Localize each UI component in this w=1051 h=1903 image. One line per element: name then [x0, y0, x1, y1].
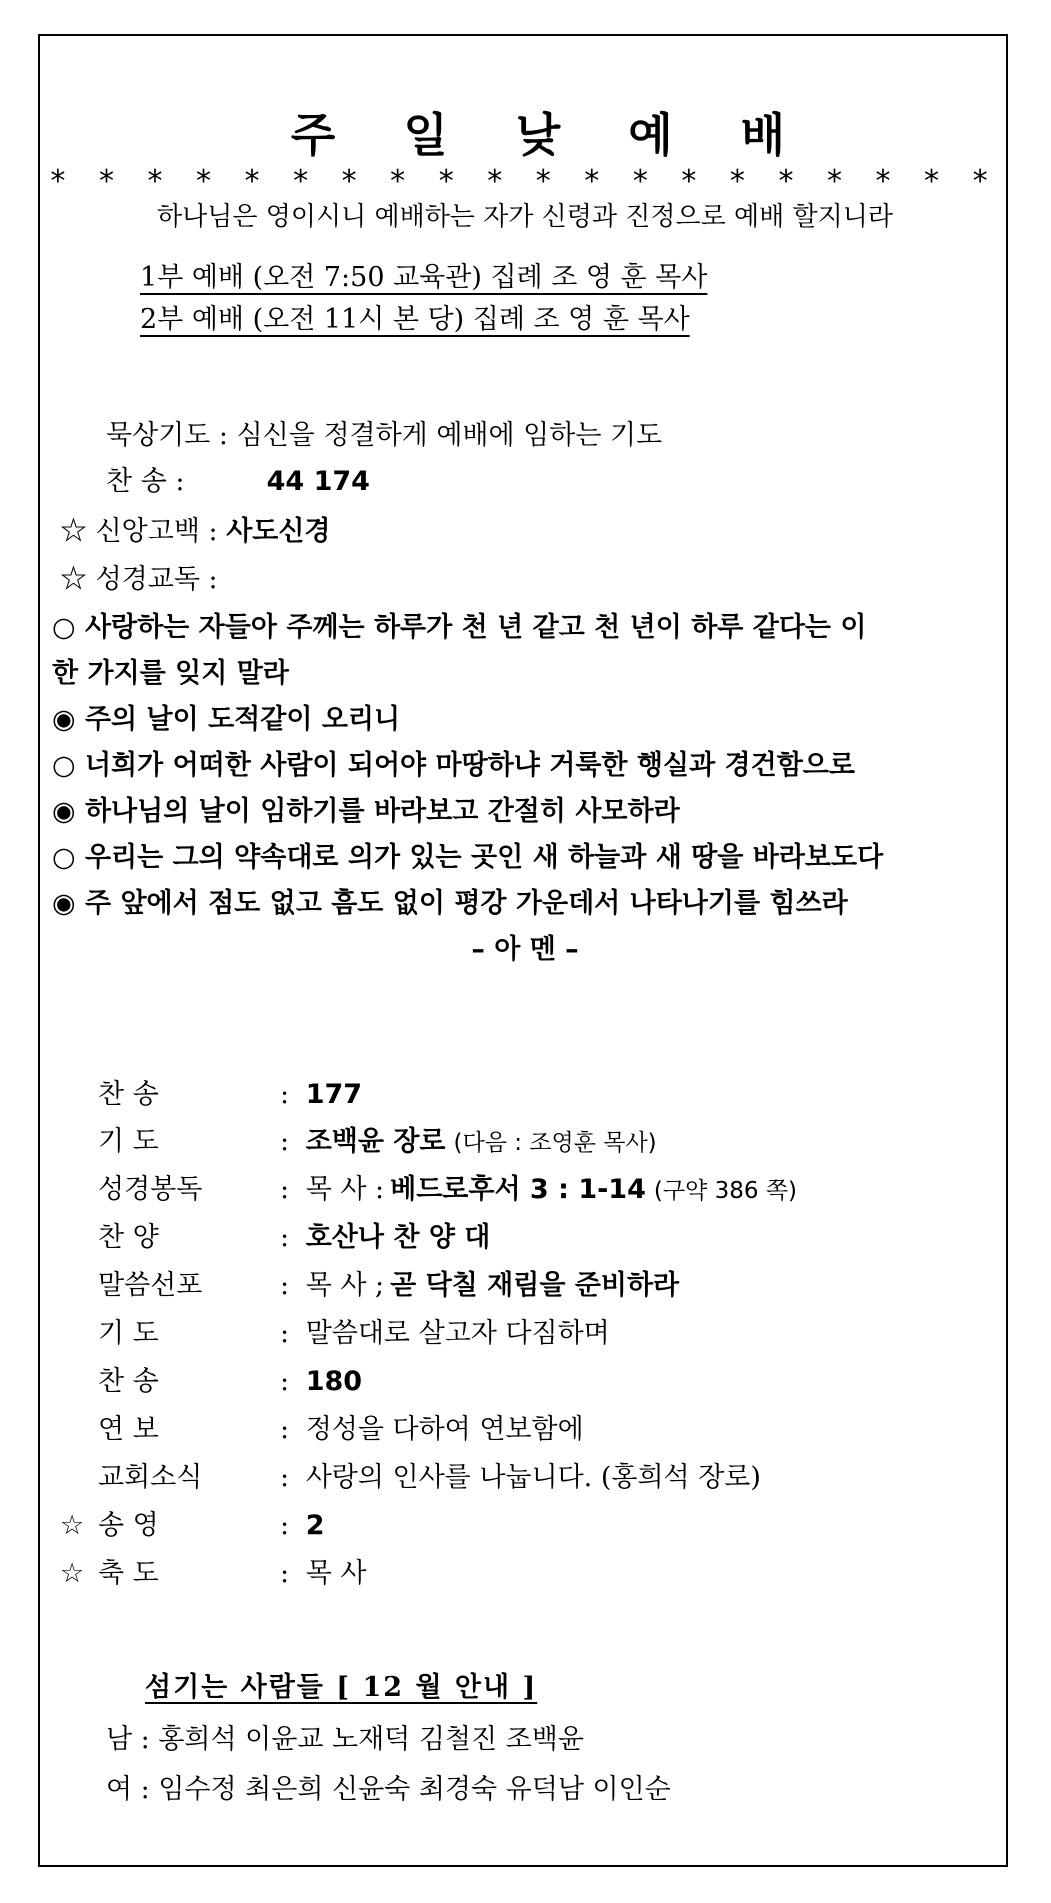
reading-line-2: 한 가지를 잊지 말라	[52, 658, 289, 689]
order-label: 성경봉독	[98, 1174, 203, 1205]
order-value: 180	[305, 1366, 363, 1397]
reading-line-4: ○ 너희가 어떠한 사람이 되어야 마땅하냐 거룩한 행실과 경건함으로	[52, 750, 855, 781]
order-text: 사랑의 인사를 나눕니다. (홍희석 장로)	[305, 1462, 761, 1493]
order-label: 말씀선포	[98, 1270, 203, 1301]
order-label: 연 보	[98, 1414, 159, 1445]
creed-label: ☆ 신앙고백 :	[60, 516, 218, 547]
order-label: 교회소식	[98, 1462, 203, 1493]
order-value: 곧 닥칠 재림을 준비하라	[390, 1270, 680, 1301]
meditation-row	[106, 422, 662, 449]
order-label: 찬 송	[98, 1079, 159, 1110]
amen: – 아 멘 –	[471, 934, 579, 965]
star-mark: ☆	[60, 1510, 85, 1541]
order-label: 기 도	[98, 1126, 159, 1157]
meditation-value: 심신을 정결하게 예배에 임하는 기도	[236, 420, 663, 451]
reading-label: ☆ 성경교독 :	[60, 564, 218, 595]
order-value: 177	[305, 1079, 363, 1110]
page-title: 주 일 낮 예 배	[290, 108, 812, 162]
order-note: (다음 : 조영훈 목사)	[453, 1130, 657, 1156]
hymn1-value: 44 174	[266, 466, 370, 497]
order-row	[60, 1368, 362, 1395]
colon: :	[280, 1079, 298, 1110]
servers-women: 여 : 임수정 최은희 신윤숙 최경숙 유덕남 이인순	[106, 1774, 671, 1805]
colon: :	[280, 1318, 298, 1349]
order-label: 축 도	[98, 1558, 159, 1589]
star-divider: * * * * * * * * * * * * * * * * * * * *	[50, 164, 1000, 199]
order-text: 말씀대로 살고자 다짐하며	[305, 1318, 610, 1349]
order-row	[60, 1272, 679, 1299]
order-row	[60, 1464, 761, 1491]
order-row	[60, 1560, 366, 1587]
order-row	[60, 1224, 490, 1251]
order-value: 2	[305, 1510, 325, 1541]
service-2: 2부 예배 (오전 11시 본 당) 집례 조 영 훈 목사	[140, 304, 690, 335]
colon: :	[280, 1366, 298, 1397]
reading-line-5: ◉ 하나님의 날이 임하기를 바라보고 간절히 사모하라	[52, 796, 680, 827]
order-row	[60, 1176, 797, 1203]
reading-line-1: ○ 사랑하는 자들아 주께는 하루가 천 년 같고 천 년이 하루 같다는 이	[52, 612, 867, 643]
order-note: (구약 386 쪽)	[653, 1178, 798, 1204]
reading-line-3: ◉ 주의 날이 도적같이 오리니	[52, 704, 401, 735]
colon: :	[280, 1510, 298, 1541]
hymn1-label: 찬 송 :	[106, 466, 185, 497]
order-label: 기 도	[98, 1318, 159, 1349]
creed-row	[60, 518, 331, 545]
reading-line-6: ○ 우리는 그의 약속대로 의가 있는 곳인 새 하늘과 새 땅을 바라보도다	[52, 842, 884, 873]
motto: 하나님은 영이시니 예배하는 자가 신령과 진정으로 예배 할지니라	[157, 202, 893, 232]
meditation-label: 묵상기도 :	[106, 420, 229, 451]
service-1: 1부 예배 (오전 7:50 교육관) 집례 조 영 훈 목사	[140, 262, 708, 293]
colon: :	[280, 1558, 298, 1589]
order-label: 찬 양	[98, 1222, 159, 1253]
order-prefix: 목 사 ;	[305, 1270, 385, 1301]
bulletin-frame	[38, 34, 1008, 1867]
order-row	[60, 1128, 657, 1155]
order-prefix: 목 사 :	[305, 1174, 385, 1205]
colon: :	[280, 1270, 298, 1301]
order-text: 정성을 다하여 연보함에	[305, 1414, 584, 1445]
servers-heading: 섬기는 사람들 [ 12 월 안내 ]	[145, 1672, 538, 1703]
hymn1-row	[106, 468, 370, 495]
order-row	[60, 1512, 324, 1539]
order-row	[60, 1081, 362, 1108]
colon: :	[280, 1462, 298, 1493]
servers-men: 남 : 홍희석 이윤교 노재덕 김철진 조백윤	[106, 1724, 584, 1755]
order-text: 목 사	[305, 1558, 367, 1589]
order-row	[60, 1320, 610, 1347]
order-value: 베드로후서 3 : 1-14	[390, 1174, 646, 1205]
creed-value: 사도신경	[226, 516, 331, 547]
order-value: 호산나 찬 양 대	[305, 1222, 491, 1253]
reading-line-7: ◉ 주 앞에서 점도 없고 흠도 없이 평강 가운데서 나타나기를 힘쓰라	[52, 888, 848, 919]
colon: :	[280, 1222, 298, 1253]
colon: :	[280, 1414, 298, 1445]
order-label: 찬 송	[98, 1366, 159, 1397]
colon: :	[280, 1174, 298, 1205]
order-row	[60, 1416, 584, 1443]
colon: :	[280, 1126, 298, 1157]
star-mark: ☆	[60, 1558, 85, 1589]
order-value: 조백윤 장로	[305, 1126, 446, 1157]
order-label: 송 영	[98, 1510, 159, 1541]
